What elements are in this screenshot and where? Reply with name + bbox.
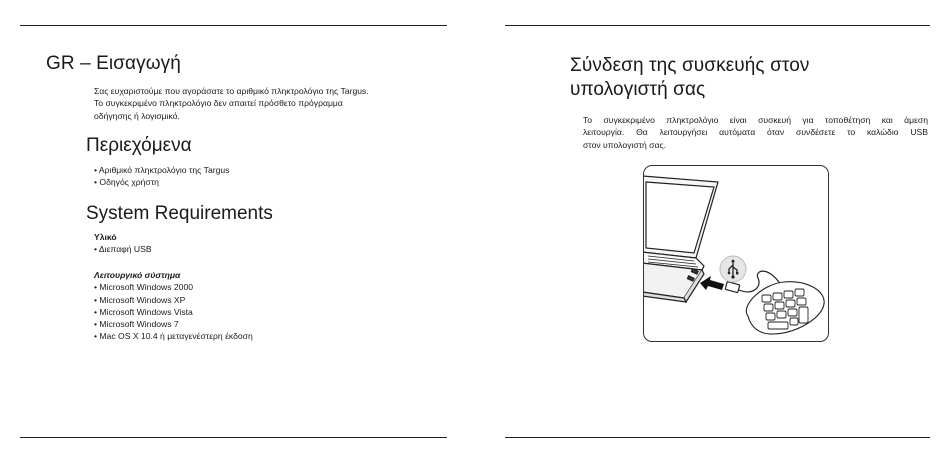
list-item: • Mac OS X 10.4 ή μεταγενέστερη έκδοση	[94, 331, 253, 342]
list-item: • Αριθμικό πληκτρολόγιο της Targus	[94, 165, 230, 175]
right-top-rule	[505, 25, 930, 26]
intro-line: οδήγησης ή λογισμικό.	[94, 110, 180, 121]
connection-illustration	[643, 165, 829, 342]
arrow-left-icon	[700, 276, 724, 290]
left-bottom-rule	[20, 437, 447, 438]
body-line: λειτουργία. Θα λειτουργήσει αυτόματα όταν συνδέσετε το καλώδιο USB	[583, 127, 928, 138]
list-item: • Διεπαφή USB	[94, 244, 152, 255]
keypad-icon	[746, 282, 824, 334]
right-bottom-rule	[505, 437, 930, 438]
contents-heading: Περιεχόμενα	[86, 135, 192, 156]
hardware-label: Υλικό	[94, 232, 117, 242]
connect-body	[583, 114, 928, 151]
list-item: • Microsoft Windows Vista	[94, 306, 193, 317]
list-item: • Microsoft Windows 2000	[94, 282, 194, 293]
requirements-heading: System Requirements	[86, 203, 273, 224]
list-item: • Microsoft Windows XP	[94, 294, 186, 305]
os-label: Λειτουργικό σύστημα	[94, 270, 181, 280]
connect-title-line: Σύνδεση της συσκευής στον	[570, 55, 810, 76]
body-line: στον υπολογιστή σας.	[583, 139, 666, 150]
contents-list	[94, 164, 229, 189]
hardware-section	[94, 231, 152, 256]
left-top-rule	[20, 25, 447, 26]
connection-illustration-svg	[644, 166, 828, 341]
body-line: Το συγκεκριμένο πληκτρολόγιο είναι συσκευή για τοποθέτηση και άμεση	[583, 115, 928, 125]
intro-line: Το συγκεκριμένο πληκτρολόγιο δεν απαιτεί πρόσθετο πρόγραμμα	[94, 98, 343, 109]
os-section	[94, 269, 253, 343]
connect-title	[570, 54, 810, 102]
intro-line: Σας ευχαριστούμε που αγοράσατε το αριθμικό πληκτρολόγιο της Targus.	[94, 86, 369, 96]
list-item: • Οδηγός χρήστη	[94, 177, 159, 188]
connect-title-line: υπολογιστή σας	[570, 79, 706, 100]
list-item: • Microsoft Windows 7	[94, 319, 179, 330]
usb-icon	[720, 256, 746, 282]
intro-text	[94, 85, 369, 122]
page-title: GR – Εισαγωγή	[46, 53, 181, 74]
